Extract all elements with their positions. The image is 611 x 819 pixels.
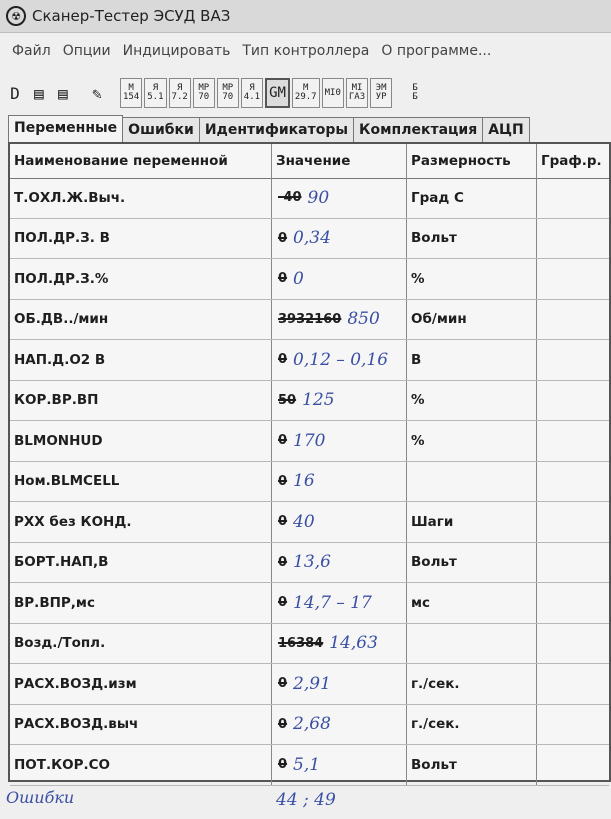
- header-value[interactable]: Значение: [272, 144, 407, 178]
- variable-name: ПОТ.КОР.СО: [10, 745, 272, 785]
- table-row[interactable]: [10, 502, 609, 543]
- open-file-icon[interactable]: ▤: [34, 83, 44, 103]
- variable-graph-cell: [537, 421, 609, 461]
- header-unit[interactable]: Размерность: [407, 144, 537, 178]
- variable-unit: [407, 462, 537, 502]
- variable-graph-cell: [537, 583, 609, 623]
- handwritten-value: 14,63: [329, 633, 378, 654]
- variable-name: РАСХ.ВОЗД.изм: [10, 664, 272, 704]
- table-row[interactable]: [10, 705, 609, 746]
- variable-value: [272, 300, 407, 340]
- table-row[interactable]: [10, 583, 609, 624]
- printed-value: 50: [278, 392, 297, 408]
- controller-ya41-button[interactable]: Я 4.1: [241, 78, 263, 108]
- variable-name: КОР.ВР.ВП: [10, 381, 272, 421]
- variable-unit: г./сек.: [407, 705, 537, 745]
- variable-name: РХХ без КОНД.: [10, 502, 272, 542]
- printed-value: 0: [278, 676, 288, 692]
- printed-value: 0: [278, 716, 288, 732]
- controller-ya72-button[interactable]: Я 7.2: [169, 78, 191, 108]
- controller-ya51-button[interactable]: Я 5.1: [144, 78, 166, 108]
- table-row[interactable]: [10, 219, 609, 260]
- variable-unit: Вольт: [407, 219, 537, 259]
- controller-mi-gaz-button[interactable]: MI ГАЗ: [346, 78, 368, 108]
- variable-name: РАСХ.ВОЗД.выч: [10, 705, 272, 745]
- variable-graph-cell: [537, 462, 609, 502]
- controller-em-ur-button[interactable]: ЭМ УР: [370, 78, 392, 108]
- handwritten-errors-note: Ошибки: [6, 788, 75, 807]
- variable-value: [272, 705, 407, 745]
- title-bar: [0, 0, 611, 33]
- printed-value: -40: [278, 190, 302, 206]
- save-file-icon[interactable]: ▤: [58, 83, 68, 103]
- handwritten-value: 13,6: [293, 552, 331, 573]
- menu-file[interactable]: Файл: [12, 43, 51, 59]
- variable-graph-cell: [537, 300, 609, 340]
- printed-value: 0: [278, 271, 288, 287]
- variable-unit: %: [407, 421, 537, 461]
- controller-mp70b-button[interactable]: MP 70: [217, 78, 239, 108]
- variable-value: [272, 664, 407, 704]
- variable-graph-cell: [537, 664, 609, 704]
- table-body: [10, 178, 609, 786]
- menu-controller-type[interactable]: Тип контроллера: [242, 43, 370, 59]
- printed-value: 0: [278, 473, 288, 489]
- footer-notes: [0, 786, 611, 819]
- variable-unit: В: [407, 340, 537, 380]
- handwritten-error-codes: 44 ; 49: [276, 790, 336, 810]
- variable-value: [272, 340, 407, 380]
- printed-value: 0: [278, 352, 288, 368]
- variable-graph-cell: [537, 502, 609, 542]
- variable-graph-cell: [537, 219, 609, 259]
- handwritten-value: 5,1: [293, 754, 321, 775]
- variable-unit: %: [407, 381, 537, 421]
- variable-graph-cell: [537, 178, 609, 218]
- controller-extra-button[interactable]: Б Б: [412, 83, 418, 102]
- handwritten-value: 850: [347, 309, 380, 330]
- variable-value: [272, 502, 407, 542]
- variable-unit: [407, 624, 537, 664]
- variable-value: [272, 219, 407, 259]
- variable-value: [272, 583, 407, 623]
- variable-value: [272, 381, 407, 421]
- handwritten-value: 0: [293, 268, 304, 289]
- variable-unit: Град С: [407, 178, 537, 218]
- controller-m297-button[interactable]: M 29.7: [292, 78, 320, 108]
- handwritten-value: 40: [293, 511, 315, 532]
- variable-unit: %: [407, 259, 537, 299]
- variable-name: ВР.ВПР,мс: [10, 583, 272, 623]
- handwritten-value: 0,34: [293, 228, 331, 249]
- variable-value: [272, 178, 407, 218]
- printed-value: 16384: [278, 635, 324, 651]
- tab-adc[interactable]: АЦП: [482, 117, 530, 142]
- variable-graph-cell: [537, 624, 609, 664]
- variable-name: BLMONHUD: [10, 421, 272, 461]
- variable-unit: г./сек.: [407, 664, 537, 704]
- handwritten-value: 2,68: [293, 714, 331, 735]
- table-row[interactable]: [10, 340, 609, 381]
- variable-value: [272, 462, 407, 502]
- controller-gm-button[interactable]: GM: [265, 78, 290, 108]
- printed-value: 0: [278, 514, 288, 530]
- variable-graph-cell: [537, 381, 609, 421]
- tab-errors[interactable]: Ошибки: [122, 117, 200, 142]
- table-row[interactable]: [10, 259, 609, 300]
- variable-graph-cell: [537, 259, 609, 299]
- new-file-icon[interactable]: D: [10, 83, 20, 103]
- printed-value: 0: [278, 433, 288, 449]
- tab-configuration[interactable]: Комплектация: [353, 117, 483, 142]
- table-row[interactable]: [10, 664, 609, 705]
- variable-name: ПОЛ.ДР.З. В: [10, 219, 272, 259]
- variable-value: [272, 259, 407, 299]
- variable-name: ОБ.ДВ../мин: [10, 300, 272, 340]
- variable-name: ПОЛ.ДР.З.%: [10, 259, 272, 299]
- variable-name: НАП.Д.О2 В: [10, 340, 272, 380]
- menu-options[interactable]: Опции: [62, 43, 111, 59]
- controller-m154-button[interactable]: M 154: [120, 78, 142, 108]
- tab-strip: [8, 112, 611, 142]
- variable-unit: Шаги: [407, 502, 537, 542]
- handwritten-value: 14,7 – 17: [293, 592, 372, 613]
- variable-graph-cell: [537, 705, 609, 745]
- variables-table: [8, 142, 611, 782]
- table-row[interactable]: [10, 745, 609, 786]
- handwritten-value: 0,12 – 0,16: [293, 349, 389, 370]
- controller-mp70-button[interactable]: MP 70: [193, 78, 215, 108]
- controller-mi0-button[interactable]: MI0: [322, 78, 344, 108]
- menu-bar: [0, 38, 611, 64]
- tools-icon[interactable]: ✎: [92, 83, 102, 103]
- printed-value: 0: [278, 757, 288, 773]
- table-row[interactable]: [10, 381, 609, 422]
- variable-name: БОРТ.НАП,В: [10, 543, 272, 583]
- variable-unit: Вольт: [407, 543, 537, 583]
- variable-unit: Вольт: [407, 745, 537, 785]
- table-row[interactable]: [10, 421, 609, 462]
- table-header: [10, 144, 609, 179]
- variable-unit: мс: [407, 583, 537, 623]
- variable-unit: Об/мин: [407, 300, 537, 340]
- printed-value: 0: [278, 595, 288, 611]
- handwritten-value: 2,91: [293, 673, 331, 694]
- variable-name: Т.ОХЛ.Ж.Выч.: [10, 178, 272, 218]
- variable-value: [272, 624, 407, 664]
- variable-graph-cell: [537, 340, 609, 380]
- variable-value: [272, 543, 407, 583]
- header-graph[interactable]: Граф.р.: [541, 153, 602, 169]
- variable-value: [272, 745, 407, 785]
- variable-graph-cell: [537, 745, 609, 785]
- app-icon: ☢: [6, 6, 26, 26]
- printed-value: 3932160: [278, 311, 342, 327]
- header-name[interactable]: Наименование переменной: [10, 144, 272, 178]
- variable-name: Возд./Топл.: [10, 624, 272, 664]
- menu-indicate[interactable]: Индицировать: [122, 43, 231, 59]
- handwritten-value: 16: [293, 471, 315, 492]
- tab-identifiers[interactable]: Идентификаторы: [199, 117, 354, 142]
- window-title: Сканер-Тестер ЭСУД ВАЗ: [32, 7, 231, 25]
- variable-value: [272, 421, 407, 461]
- printed-value: 0: [278, 230, 288, 246]
- handwritten-value: 90: [307, 187, 330, 208]
- table-row[interactable]: [10, 624, 609, 665]
- table-row[interactable]: [10, 178, 609, 219]
- handwritten-value: 170: [293, 430, 326, 451]
- tab-variables[interactable]: Переменные: [8, 115, 123, 142]
- table-row[interactable]: [10, 543, 609, 584]
- printed-value: 0: [278, 554, 288, 570]
- toolbar: [4, 76, 611, 110]
- table-row[interactable]: [10, 300, 609, 341]
- table-row[interactable]: [10, 462, 609, 503]
- variable-graph-cell: [537, 543, 609, 583]
- handwritten-value: 125: [302, 390, 335, 411]
- menu-about[interactable]: О программе...: [381, 43, 492, 59]
- variable-name: Ном.BLMCELL: [10, 462, 272, 502]
